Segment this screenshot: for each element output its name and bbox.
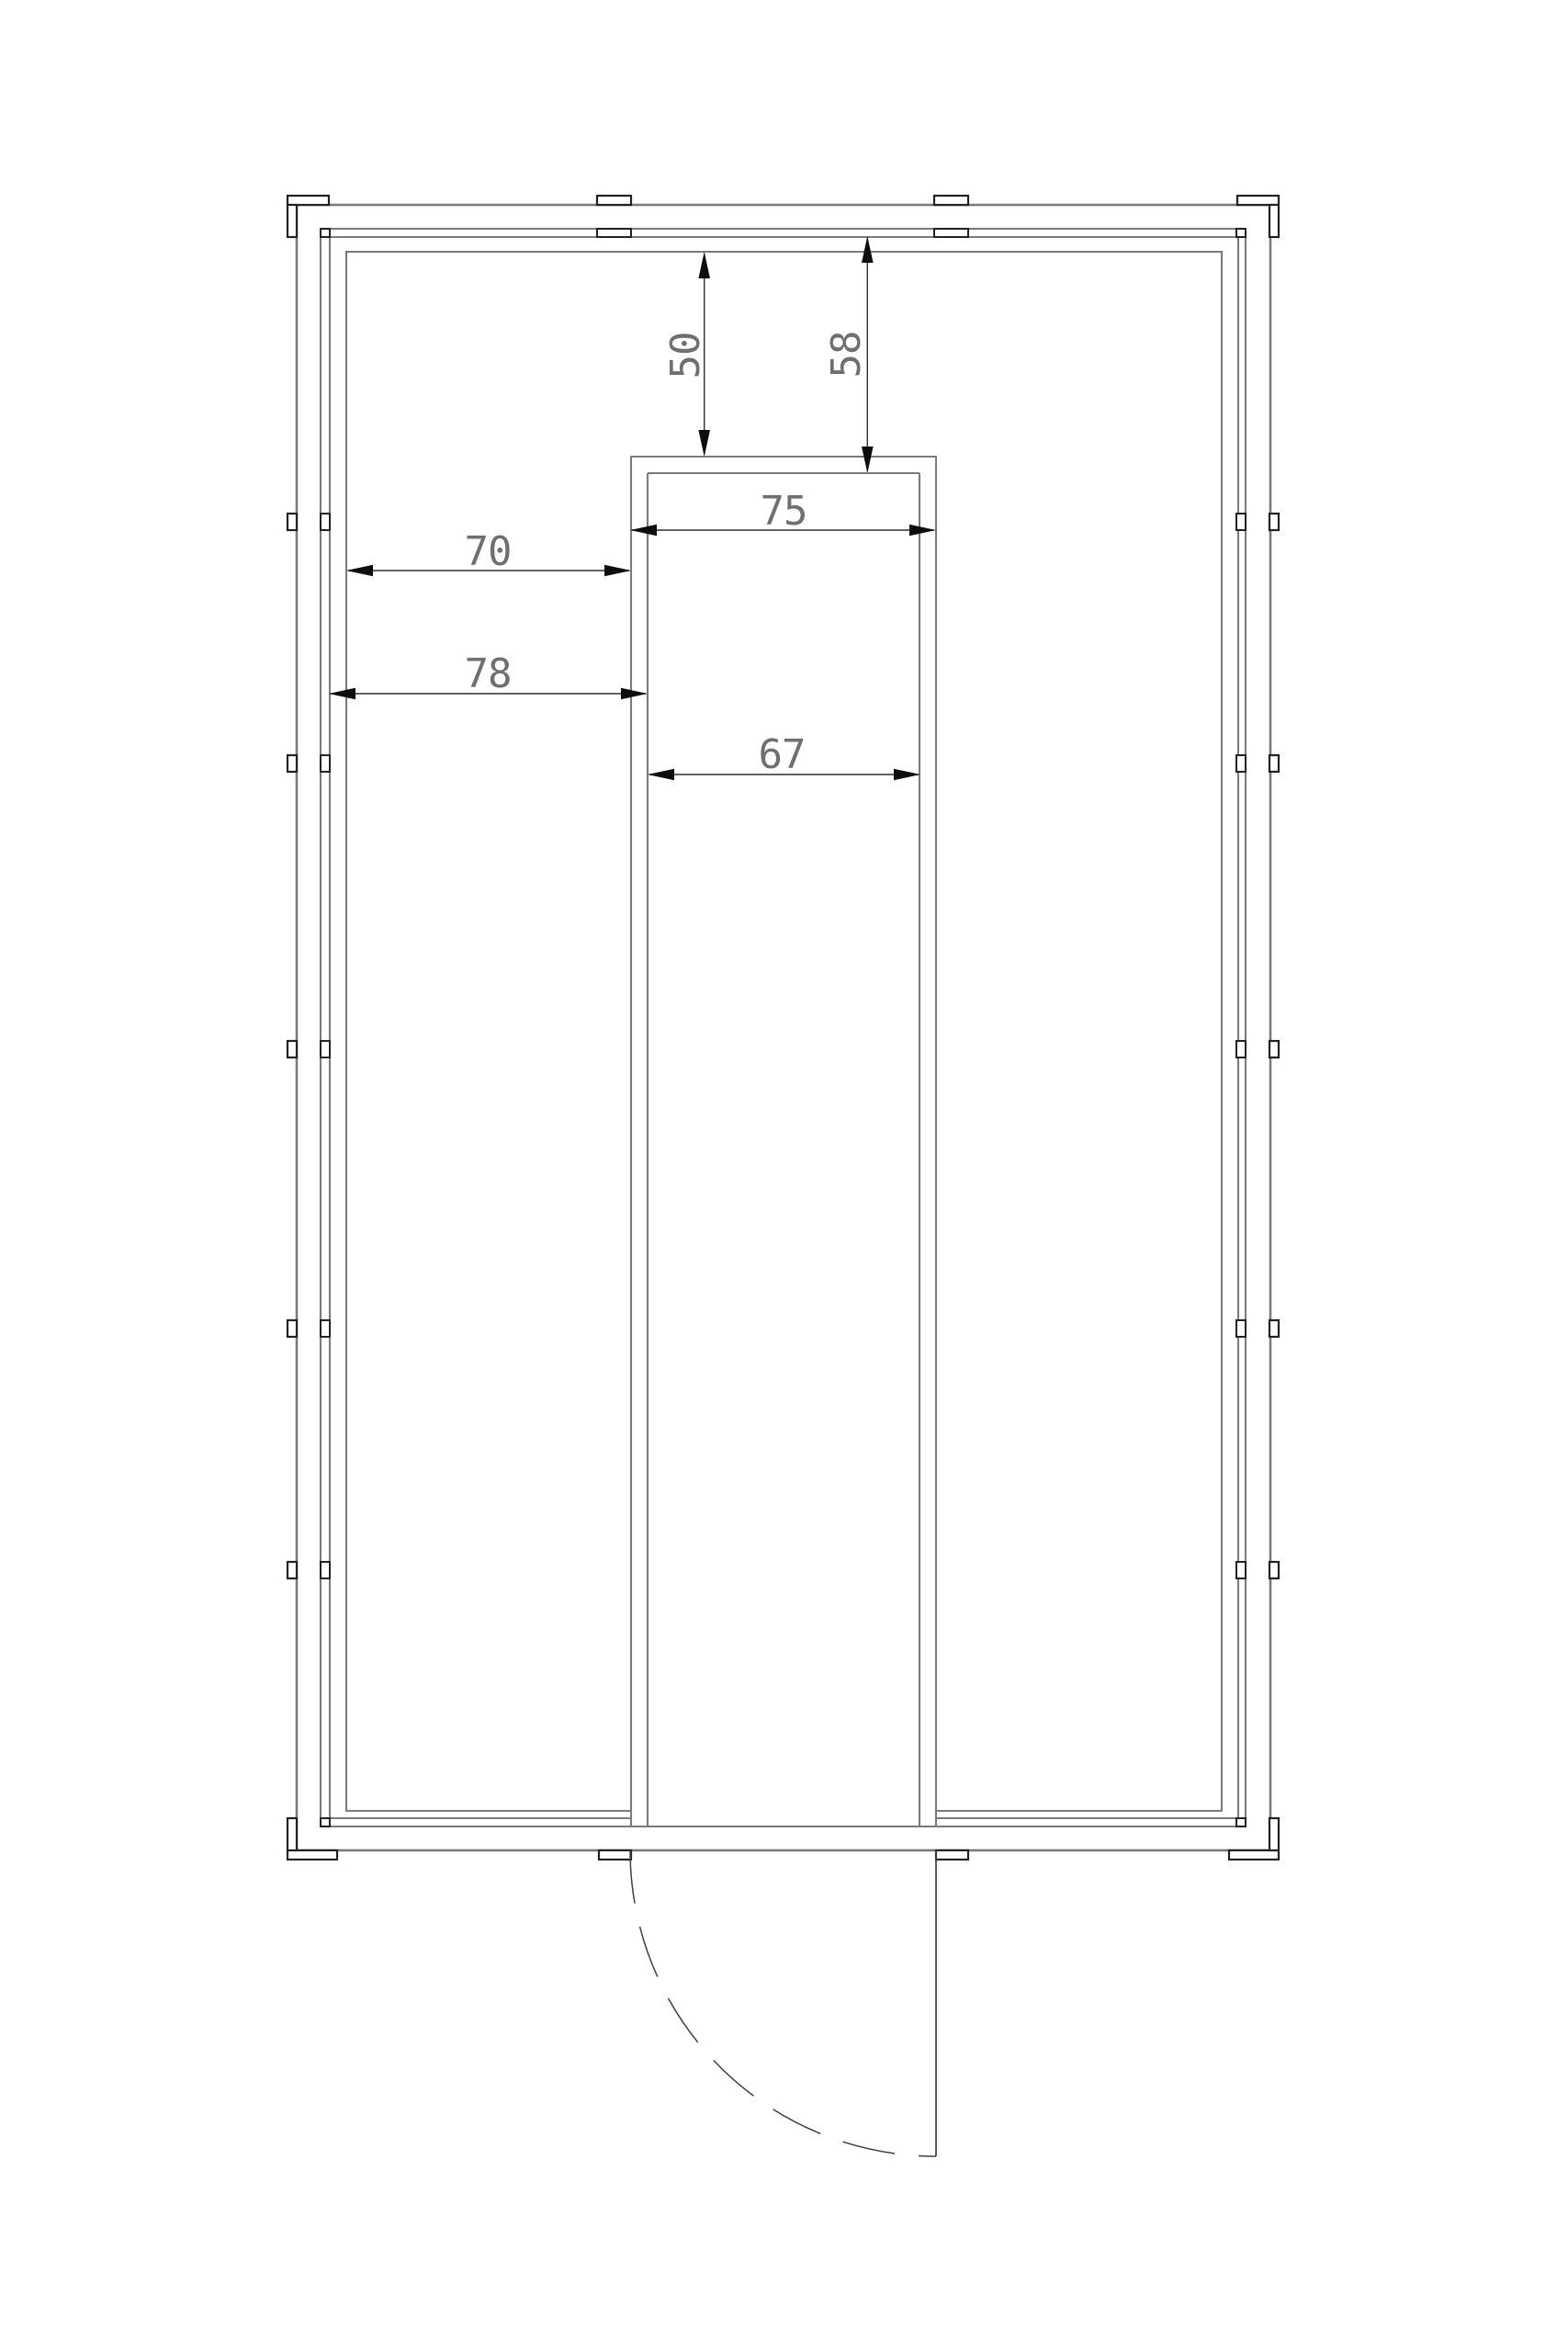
arrowhead-up bbox=[862, 236, 874, 263]
wall-tab bbox=[1269, 514, 1279, 530]
corner-tab bbox=[288, 1818, 297, 1850]
corner-tab bbox=[288, 1850, 337, 1860]
dimension-label: 75 bbox=[760, 488, 807, 535]
frame-stud bbox=[1236, 229, 1246, 237]
frame-stud bbox=[321, 755, 330, 772]
wall-tab bbox=[597, 196, 631, 205]
arrowhead-up bbox=[698, 252, 710, 278]
dimension-label: 70 bbox=[464, 528, 512, 575]
arrowhead-left bbox=[329, 688, 355, 700]
dimension-70 bbox=[346, 528, 631, 576]
frame-stud bbox=[1236, 1818, 1246, 1826]
arrowhead-left bbox=[346, 565, 373, 577]
inner-lining bbox=[346, 252, 1222, 1811]
arrowhead-right bbox=[621, 688, 648, 700]
door-swing-arc bbox=[630, 1850, 936, 2156]
corner-tab bbox=[1269, 1818, 1279, 1850]
corner-tab bbox=[1269, 205, 1279, 237]
arrowhead-down bbox=[862, 447, 874, 473]
dimension-label: 58 bbox=[823, 331, 870, 379]
corner-tab bbox=[1229, 1850, 1279, 1860]
frame-stud bbox=[1236, 1562, 1246, 1578]
wall-tab bbox=[288, 1041, 297, 1057]
arrowhead-left bbox=[630, 525, 657, 537]
dimension-78 bbox=[329, 650, 648, 699]
inner-frame-outer-rect bbox=[321, 229, 1246, 1826]
wall-tab bbox=[288, 514, 297, 530]
wall-tab bbox=[1269, 755, 1279, 772]
corner-tab bbox=[1237, 196, 1279, 205]
wall-tab bbox=[934, 196, 968, 205]
frame-stud bbox=[1236, 1041, 1246, 1057]
exterior-wall-tabs bbox=[288, 196, 1279, 1860]
frame-stud bbox=[597, 229, 631, 237]
frame-stud bbox=[1236, 755, 1246, 772]
frame-stud bbox=[1236, 1320, 1246, 1337]
frame-studs bbox=[321, 229, 1246, 1826]
wall-tab bbox=[1269, 1041, 1279, 1057]
dimension-label: 50 bbox=[662, 332, 709, 379]
wall-tab bbox=[1269, 1320, 1279, 1337]
frame-stud bbox=[934, 229, 968, 237]
frame-stud bbox=[321, 1562, 330, 1578]
arrowhead-left bbox=[648, 769, 674, 781]
dimension-label: 78 bbox=[464, 650, 512, 697]
outer-wall bbox=[297, 205, 1270, 1850]
frame-stud bbox=[321, 1818, 330, 1826]
frame-stud bbox=[1236, 514, 1246, 530]
wall-tab bbox=[288, 1562, 297, 1578]
inner-frame bbox=[321, 229, 1246, 1826]
frame-stud bbox=[321, 1320, 330, 1337]
door bbox=[630, 1850, 936, 2156]
inner-lining-path bbox=[346, 252, 1222, 1811]
door-jamb-tab bbox=[936, 1850, 968, 1860]
frame-stud bbox=[321, 514, 330, 530]
shaft-outer-path bbox=[631, 457, 936, 1826]
arrowhead-right bbox=[894, 769, 920, 781]
door-jamb-tab bbox=[599, 1850, 631, 1860]
dimension-50 bbox=[662, 252, 710, 457]
corner-tab bbox=[288, 196, 329, 205]
dimension-67 bbox=[648, 731, 920, 780]
dimensions bbox=[329, 236, 936, 780]
dimension-label: 67 bbox=[758, 731, 806, 778]
wall-tab bbox=[288, 1320, 297, 1337]
arrowhead-right bbox=[909, 525, 936, 537]
corner-tab bbox=[288, 205, 297, 237]
arrowhead-down bbox=[698, 430, 710, 457]
frame-stud bbox=[321, 229, 330, 237]
dimension-75 bbox=[630, 488, 936, 536]
wall-tab bbox=[288, 755, 297, 772]
outer-wall-rect bbox=[297, 205, 1270, 1850]
inner-frame-inner-path bbox=[330, 237, 1238, 1818]
arrowhead-right bbox=[604, 565, 631, 577]
wall-tab bbox=[1269, 1562, 1279, 1578]
dimension-58 bbox=[823, 236, 874, 473]
frame-stud bbox=[321, 1041, 330, 1057]
center-shaft bbox=[631, 457, 936, 1826]
